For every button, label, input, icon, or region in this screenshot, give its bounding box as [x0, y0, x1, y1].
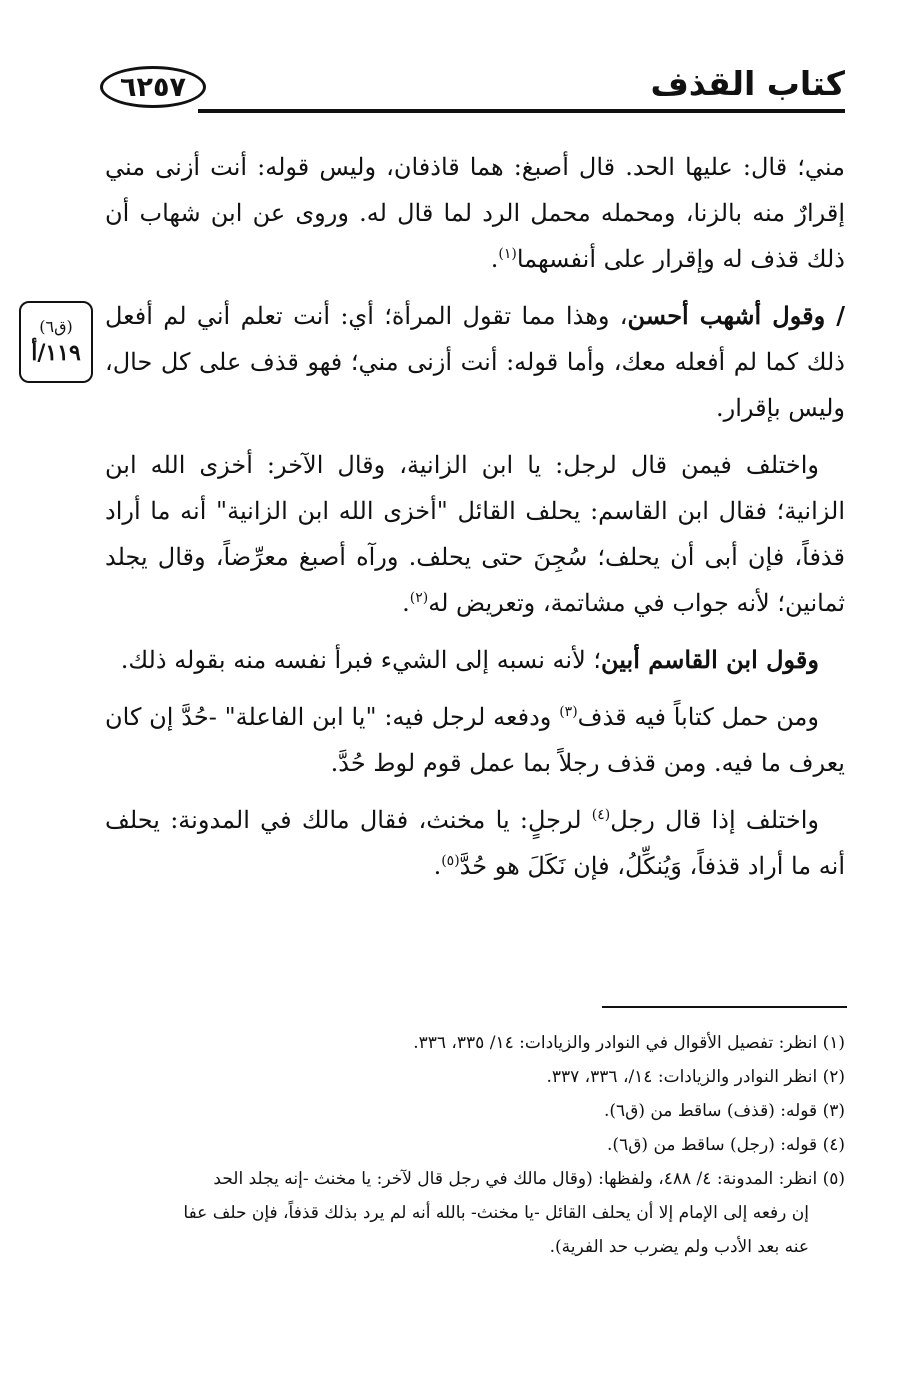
- footnote-ref-2: (٢): [409, 590, 429, 606]
- book-title: كتاب القذف: [650, 64, 845, 103]
- footnote-ref-5: (٥): [441, 853, 460, 869]
- header-rule: [198, 109, 845, 113]
- footnote-1: (١) انظر: تفصيل الأقوال في النوادر والزيادات: ١٤/ ٣٣٥، ٣٣٦.: [413, 1033, 845, 1053]
- footnotes: [105, 1026, 845, 1264]
- main-text: [105, 144, 845, 900]
- paragraph-2: / وقول أشهب أحسن، وهذا مما تقول المرأة؛ أي: أنت تعلم أني لم أفعل ذلك كما لم أفعله معك، وأما قوله: أنت أزنى مني؛ فهو قذف على كل حال، وليس بإقرار.: [105, 301, 845, 422]
- footnote-ref-1: (١): [498, 246, 517, 262]
- footnote-2: (٢) انظر النوادر والزيادات: ١٤/، ٣٣٦، ٣٣٧.: [546, 1067, 845, 1087]
- paragraph-4-lead: وقول ابن القاسم أبين: [601, 645, 819, 674]
- paragraph-3: واختلف فيمن قال لرجل: يا ابن الزانية، وقال الآخر: أخزى الله ابن الزانية؛ فقال ابن القاسم: يحلف القائل "أخزى الله ابن الزانية" أنه ما أراد قذفاً، فإن أبى أن يحلف؛ سُجِنَ حتى يحلف. ورآه أصبغ معرِّضاً، وقال يجلد ثمانين؛ لأنه جواب في مشاتمة، وتعريض له$^{(٢)}$.: [105, 451, 845, 617]
- page-header: [100, 62, 845, 120]
- paragraph-4: وقول ابن القاسم أبين؛ لأنه نسبه إلى الشيء فبرأ نفسه منه بقوله ذلك.: [120, 645, 819, 674]
- paragraph-1: مني؛ قال: عليها الحد. قال أصبغ: هما قاذفان، وليس قوله: أنت أزنى مني إقرارٌ منه بالزنا، ومحمله محمل الرد لما قال له. وروى عن ابن شهاب أن ذلك قذف له وإقرار على أنفسهما$^{(١)}$.: [105, 153, 845, 273]
- footnote-ref-4: (٤): [591, 807, 611, 823]
- footnote-4: (٤) قوله: (رجل) ساقط من (ق٦).: [607, 1135, 845, 1155]
- manuscript-folio-marker: [19, 301, 93, 383]
- footnote-separator: [602, 1006, 847, 1008]
- footnote-5: (٥) انظر: المدونة: ٤/ ٤٨٨، ولفظها: (وقال مالك في رجل قال لآخر: يا مخنث -إنه يجلد الحد: [213, 1169, 845, 1189]
- folio-number: ١١٩/أ: [31, 340, 81, 366]
- page-number: ٦٢٥٧: [100, 66, 206, 108]
- paragraph-2-lead: / وقول أشهب أحسن: [627, 301, 845, 330]
- footnote-5-line-2: إن رفعه إلى الإمام إلا أن يحلف القائل -يا مخنث- بالله أنه لم يرد بذلك قذفاً، فإن حلف عفا: [183, 1203, 809, 1223]
- manuscript-siglum: (ق٦): [39, 317, 73, 336]
- paragraph-6: واختلف إذا قال رجل$^{(٤)}$ لرجلٍ: يا مخنث، فقال مالك في المدونة: يحلف أنه ما أراد قذفاً، وَيُنكِّلُ، فإن نَكَلَ هو حُدَّ$^{(٥)}$.: [105, 806, 845, 880]
- paragraph-5: ومن حمل كتاباً فيه قذف$^{(٣)}$ ودفعه لرجل فيه: "يا ابن الفاعلة" -حُدَّ إن كان يعرف ما فيه. ومن قذف رجلاً بما عمل قوم لوط حُدَّ.: [105, 703, 845, 777]
- footnote-3: (٣) قوله: (قذف) ساقط من (ق٦).: [603, 1101, 845, 1121]
- footnote-ref-3: (٣): [559, 704, 578, 720]
- footnote-5-line-3: عنه بعد الأدب ولم يضرب حد الفرية).: [549, 1237, 809, 1257]
